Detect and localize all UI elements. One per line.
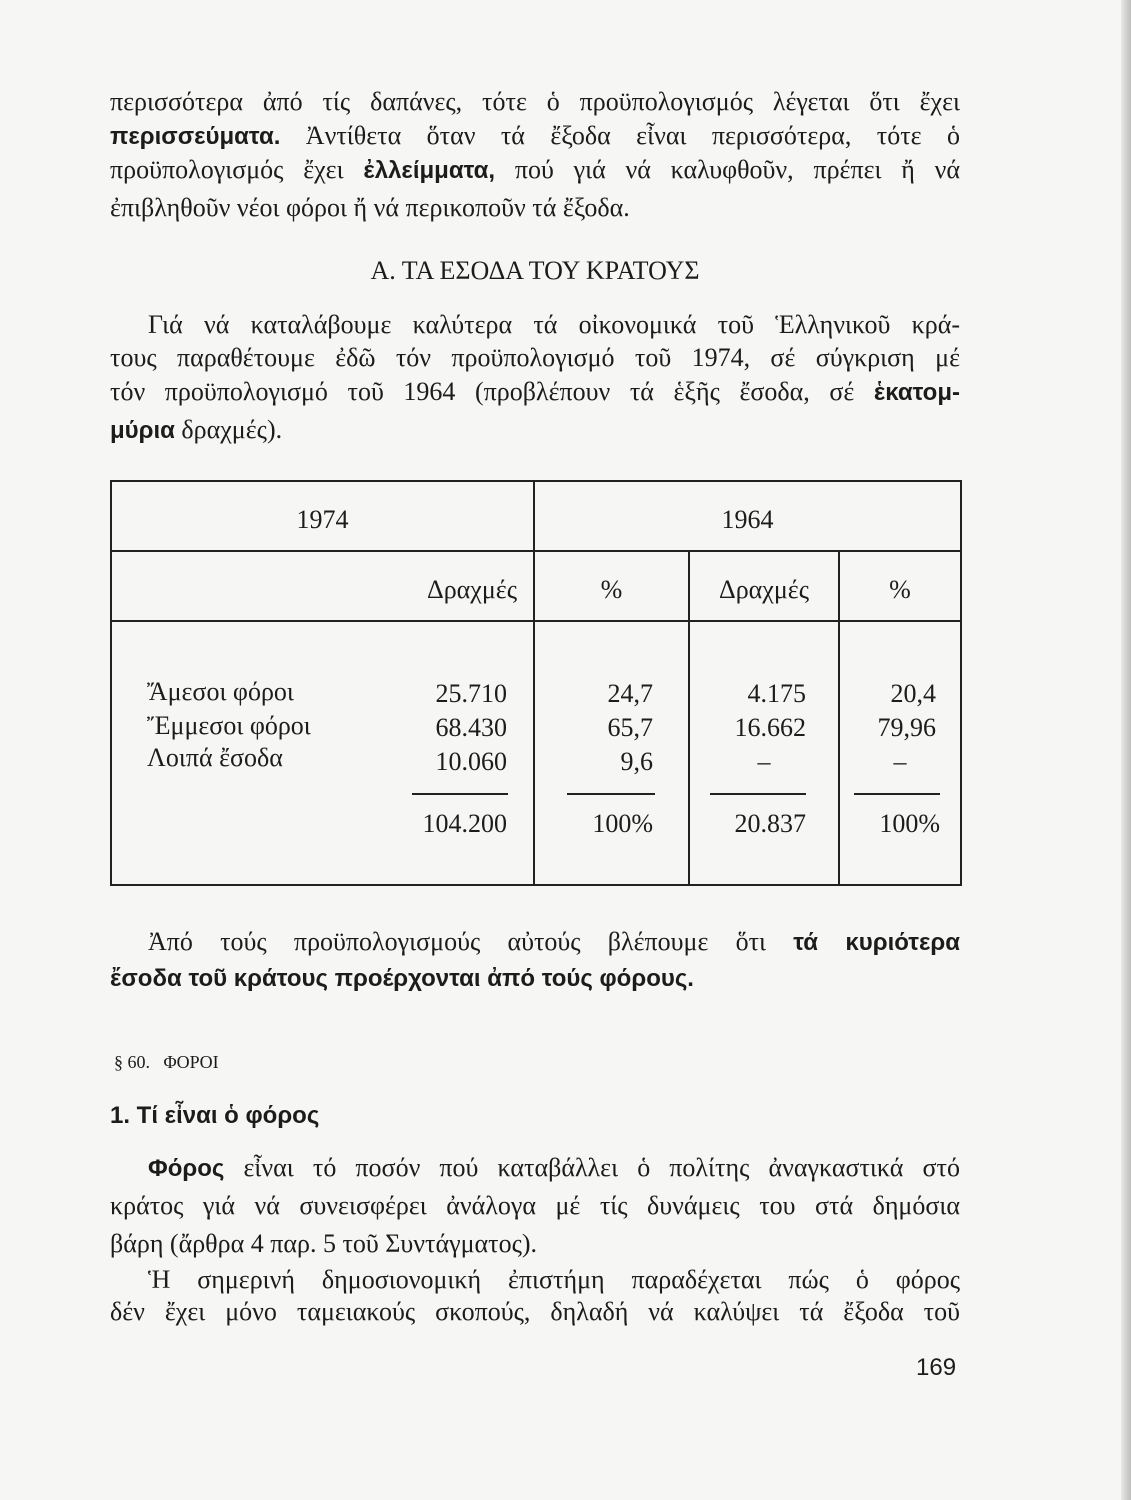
text: Ἀπό τούς προϋπολογισμούς αὐτούς βλέπουμε ὅτι (148, 927, 794, 956)
cell-d1974: 25.710 (435, 679, 507, 708)
bold-term: περισσεύματα. (110, 123, 281, 150)
total-d1974: 104.200 (422, 809, 507, 838)
cell-d1974: 10.060 (435, 747, 507, 776)
revenue-table (110, 480, 962, 886)
table-divider (112, 620, 960, 622)
text: ἐπιβληθοῦν νέοι φόροι ἤ νά περικοποῦν τά ἔξοδα. (110, 193, 630, 222)
subsection-heading: 1. Τί εἶναι ὁ φόρος (110, 1102, 320, 1129)
cell-p1964: 20,4 (890, 679, 936, 708)
sum-rule (412, 793, 508, 795)
bold-term: τά κυριότερα (793, 929, 960, 956)
text: κράτος γιά νά συνεισφέρει ἀνάλογα μέ τίς δυνάμεις του στά δημόσια (110, 1191, 960, 1220)
total-d1964: 20.837 (734, 809, 806, 838)
text: Γιά νά καταλάβουμε καλύτερα τά οἰκονομικά τοῦ Ἑλληνικοῦ κρά- (148, 310, 960, 339)
text-line (110, 120, 960, 153)
text-line (110, 1228, 960, 1260)
header-percent-1974: % (600, 575, 623, 604)
text-line (110, 86, 960, 118)
row-label: Ἄμεσοι φόροι (147, 677, 294, 706)
text-line (110, 376, 960, 409)
text: Ἀντίθετα ὅταν τά ἔξοδα εἶναι περισσότερα, τότε ὁ (280, 121, 960, 150)
text: βάρη (ἄρθρα 4 παρ. 5 τοῦ Συντάγματος). (110, 1229, 538, 1258)
header-1974: 1974 (296, 505, 349, 534)
text-line (110, 1190, 960, 1222)
table-divider (112, 550, 960, 552)
text: τόν προϋπολογισμό τοῦ 1964 (προβλέπουν τά ἑξῆς ἔσοδα, σέ (110, 377, 874, 406)
sum-rule (710, 793, 806, 795)
text-line (110, 342, 960, 374)
text: δραχμές). (174, 415, 283, 444)
row-label: Ἔμμεσοι φόροι (147, 711, 311, 740)
sum-rule (567, 793, 655, 795)
scan-edge (1121, 0, 1131, 1500)
text-line (110, 154, 960, 187)
cell-d1964: 16.662 (734, 713, 806, 742)
header-1964: 1964 (721, 505, 774, 534)
text-line (110, 1264, 960, 1296)
text: προϋπολογισμός ἔχει (110, 155, 364, 184)
cell-p1974: 24,7 (607, 679, 653, 708)
text-line (110, 309, 960, 341)
text-line (110, 414, 960, 447)
cell-p1964: – (893, 747, 907, 776)
section-heading: Α. ΤΑ ΕΣΟΔΑ ΤΟΥ ΚΡΑΤΟΥΣ (370, 256, 700, 285)
sum-rule (854, 793, 940, 795)
header-percent-1964: % (889, 575, 911, 604)
text-line (110, 1152, 960, 1185)
section-number-heading: § 60. ΦΟΡΟΙ (114, 1052, 219, 1072)
text: περισσότερα ἀπό τίς δαπάνες, τότε ὁ προϋπολογισμός λέγεται ὅτι ἔχει (110, 87, 960, 116)
header-drachmes-1964: Δραχμές (718, 575, 809, 604)
text: δέν ἔχει μόνο ταμειακούς σκοπούς, δηλαδή νά καλύψει τά ἔξοδα τοῦ (110, 1297, 960, 1326)
text: εἶναι τό ποσόν πού καταβάλλει ὁ πολίτης ἀναγκαστικά στό (224, 1153, 960, 1182)
text-line (110, 1296, 960, 1328)
cell-d1964: – (757, 747, 771, 776)
text-line (110, 962, 960, 995)
row-label: Λοιπά ἔσοδα (147, 743, 283, 772)
total-p1964: 100% (879, 809, 940, 838)
cell-d1964: 4.175 (747, 679, 806, 708)
cell-d1974: 68.430 (435, 713, 507, 742)
bold-term: ἑκατομ- (873, 379, 960, 406)
text-line (110, 192, 960, 224)
header-drachmes-1974: Δραχμές (426, 575, 517, 604)
bold-term: μύρια (110, 417, 175, 444)
text: Ἡ σημερινή δημοσιονομική ἐπιστήμη παραδέχεται πώς ὁ φόρος (148, 1265, 960, 1294)
bold-term: ἐλλείμματα, (363, 157, 496, 184)
cell-p1974: 65,7 (607, 713, 653, 742)
cell-p1964: 79,96 (877, 713, 936, 742)
cell-p1974: 9,6 (620, 747, 653, 776)
text: τους παραθέτουμε ἐδῶ τόν προϋπολογισμό τοῦ 1974, σέ σύγκριση μέ (110, 343, 960, 372)
total-p1974: 100% (592, 809, 653, 838)
page-number: 169 (916, 1354, 957, 1381)
bold-term: ἔσοδα τοῦ κράτους προέρχονται ἀπό τούς φόρους. (110, 965, 694, 992)
text-line (110, 926, 960, 959)
text: πού γιά νά καλυφθοῦν, πρέπει ἤ νά (495, 155, 960, 184)
bold-term: Φόρος (148, 1155, 225, 1182)
